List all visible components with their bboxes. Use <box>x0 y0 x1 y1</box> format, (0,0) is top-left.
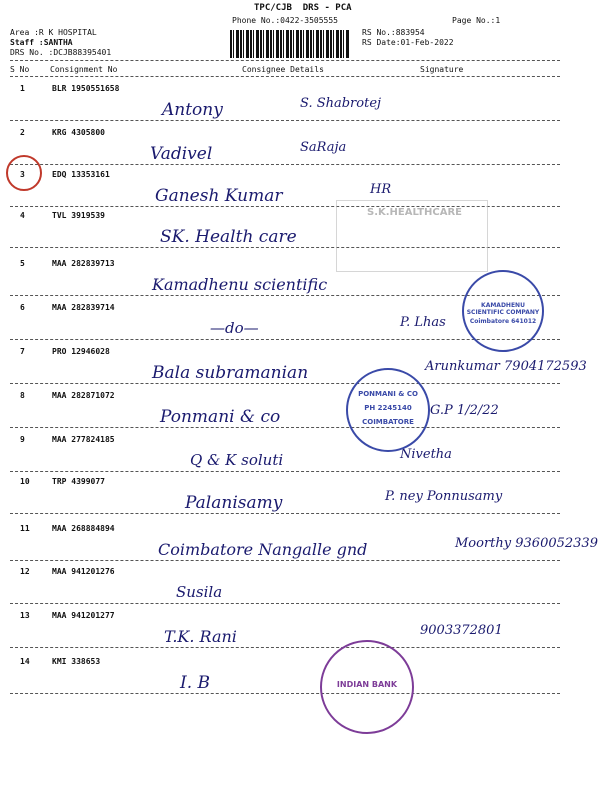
row-sno: 7 <box>20 347 25 356</box>
row-divider <box>10 647 560 648</box>
kamadhenu-stamp: KAMADHENU SCIENTIFIC COMPANY Coimbatore 641012 <box>462 270 544 352</box>
signature: HR <box>370 182 392 197</box>
bank-stamp: INDIAN BANK <box>320 640 414 734</box>
consignee-name: Susila <box>176 583 223 601</box>
consignment-number: MAA 941201276 <box>52 567 115 576</box>
signature: Nivetha <box>400 447 452 462</box>
consignee-name: Ganesh Kumar <box>155 186 283 206</box>
barcode <box>230 30 350 58</box>
consignment-number: MAA 282839713 <box>52 259 115 268</box>
consignment-number: MAA 941201277 <box>52 611 115 620</box>
consignee-name: Ponmani & co <box>160 407 281 427</box>
row-sno: 14 <box>20 657 30 666</box>
doc-title: TPC/CJB DRS - PCA <box>254 3 352 13</box>
consignment-number: KMI 338653 <box>52 657 101 666</box>
row-sno: 1 <box>20 84 25 93</box>
consignment-number: PRO 12946028 <box>52 347 110 356</box>
row-sno: 11 <box>20 524 30 533</box>
consignee-name: T.K. Rani <box>164 627 237 646</box>
row-sno: 2 <box>20 128 25 137</box>
consignee-name: SK. Health care <box>160 227 297 247</box>
col-consignment: Consignment No <box>50 65 118 74</box>
divider <box>10 60 560 61</box>
row-divider <box>10 603 560 604</box>
consignment-number: TRP 4399077 <box>52 477 105 486</box>
row-sno: 5 <box>20 259 25 268</box>
consignee-name: Kamadhenu scientific <box>152 275 328 294</box>
consignee-name: I. B <box>180 673 211 693</box>
signature: P. Lhas <box>400 315 446 330</box>
rs-date: RS Date:01-Feb-2022 <box>362 38 454 47</box>
signature: S. Shabrotej <box>300 96 382 111</box>
consignee-name: —do— <box>210 319 259 337</box>
consignment-number: EDQ 13353161 <box>52 170 110 179</box>
consignee-name: Vadivel <box>150 144 213 164</box>
col-consignee: Consignee Details <box>242 65 324 74</box>
row-divider <box>10 560 560 561</box>
col-signature: Signature <box>420 65 464 74</box>
consignee-name: Antony <box>162 100 223 120</box>
signature: G.P 1/2/22 <box>430 403 499 418</box>
row-sno: 13 <box>20 611 30 620</box>
health-stamp: S.K.HEALTHCARE <box>336 200 488 272</box>
rs-number: RS No.:883954 <box>362 28 425 37</box>
staff-field: Staff :SANTHA <box>10 38 73 47</box>
row-sno: 8 <box>20 391 25 400</box>
row-sno: 4 <box>20 211 25 220</box>
consignment-number: MAA 268884894 <box>52 524 115 533</box>
signature: 9003372801 <box>420 623 503 638</box>
consignment-number: MAA 277824185 <box>52 435 115 444</box>
phone-number: Phone No.:0422-3505555 <box>232 16 338 25</box>
signature: Moorthy 9360052339 <box>455 536 598 551</box>
row-divider <box>10 427 560 428</box>
circle-mark <box>6 155 42 191</box>
row-divider <box>10 383 560 384</box>
row-divider <box>10 164 560 165</box>
consignment-number: MAA 282871072 <box>52 391 115 400</box>
consignment-number: KRG 4305800 <box>52 128 105 137</box>
signature: SaRaja <box>300 140 347 155</box>
row-divider <box>10 693 560 694</box>
consignment-number: MAA 282839714 <box>52 303 115 312</box>
drs-number: DRS No. :DCJB88395401 <box>10 48 112 57</box>
row-sno: 12 <box>20 567 30 576</box>
signature: Arunkumar 7904172593 <box>425 359 587 374</box>
col-sno: S No <box>10 65 30 74</box>
consignee-name: Bala subramanian <box>152 363 309 383</box>
consignee-name: Coimbatore Nangalle gnd <box>158 540 368 559</box>
divider <box>10 76 560 77</box>
consignee-name: Palanisamy <box>185 493 283 513</box>
ponmani-stamp: PONMANI & CO PH 2245140 COIMBATORE <box>346 368 430 452</box>
row-divider <box>10 471 560 472</box>
consignment-number: TVL 3919539 <box>52 211 105 220</box>
row-sno: 10 <box>20 477 30 486</box>
row-sno: 6 <box>20 303 25 312</box>
area-field: Area :R K HOSPITAL <box>10 28 97 37</box>
signature: P. ney Ponnusamy <box>385 489 503 504</box>
row-divider <box>10 120 560 121</box>
row-divider <box>10 513 560 514</box>
row-sno: 3 <box>20 170 25 179</box>
consignment-number: BLR 1950551658 <box>52 84 120 93</box>
consignee-name: Q & K soluti <box>190 451 284 469</box>
page-number: Page No.:1 <box>452 16 501 25</box>
row-sno: 9 <box>20 435 25 444</box>
